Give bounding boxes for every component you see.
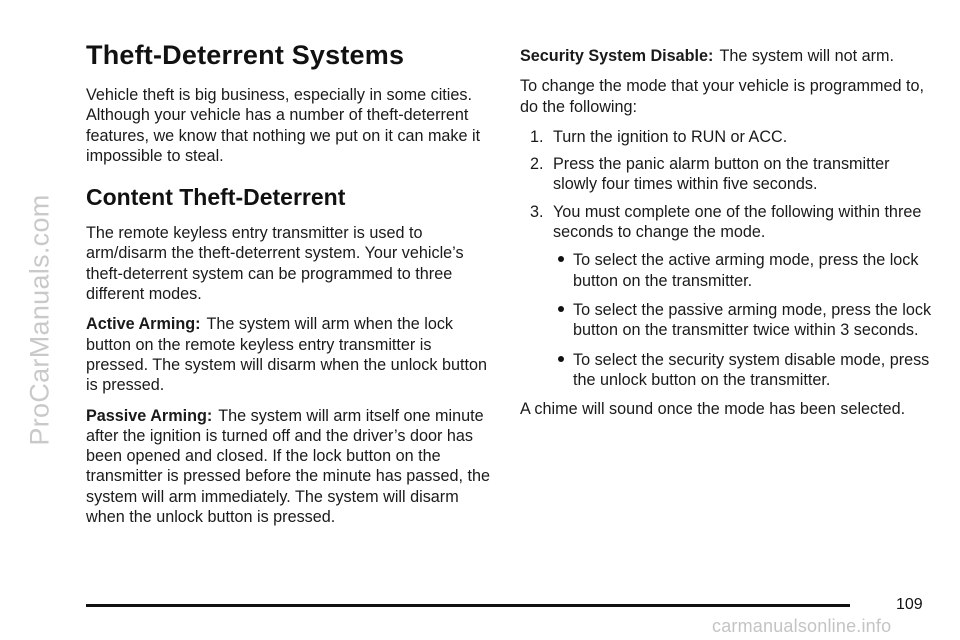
- active-arming-term: Active Arming:: [86, 315, 201, 334]
- disable-paragraph: [520, 46, 932, 66]
- step-number: 3.: [530, 202, 544, 221]
- closing-paragraph: A chime will sound once the mode has been selected.: [520, 400, 906, 419]
- intro-paragraph: Vehicle theft is big business, especially in some cities. Although your vehicle has a number of theft-deterrent features, we know that nothing we put on it can make it impossible to steal.: [86, 86, 481, 165]
- passive-arming-term: Passive Arming:: [86, 406, 213, 425]
- steps-list: [520, 127, 932, 390]
- bullet-item: [553, 250, 932, 291]
- content-intro-paragraph: The remote keyless entry transmitter is used to arm/disarm the theft-deterrent system. Your vehicle’s theft-deterrent system can be programmed to three different modes.: [86, 224, 464, 304]
- page-title: Theft-Deterrent Systems: [86, 40, 405, 70]
- step-item: [520, 154, 932, 195]
- bottom-watermark: carmanualsonline.info: [712, 616, 892, 636]
- bullet-icon: [558, 356, 564, 362]
- bullet-text: To select the passive arming mode, press the lock button on the transmitter twice within 3 seconds.: [573, 300, 932, 340]
- step-text: You must complete one of the following within three seconds to change the mode.: [553, 202, 922, 242]
- step-text: Turn the ignition to RUN or ACC.: [553, 127, 788, 146]
- step-item: [520, 127, 932, 147]
- bullet-text: To select the security system disable mode, press the unlock button on the transmitter.: [573, 350, 930, 389]
- step-number: 1.: [530, 127, 544, 146]
- passive-arming-text: The system will arm itself one minute after the ignition is turned off and the driver’s door has been opened and closed. If the lock button on the transmitter is pressed before the minute has passed, the system will arm immediately. The system will disarm when the unlock button is pressed.: [86, 406, 490, 527]
- disable-term: Security System Disable:: [520, 47, 714, 65]
- active-arming-paragraph: [86, 314, 498, 395]
- step-number: 2.: [530, 155, 544, 174]
- footer-rule: [86, 604, 850, 607]
- page-number: 109: [896, 596, 923, 613]
- change-intro-paragraph: To change the mode that your vehicle is programmed to, do the following:: [520, 77, 925, 116]
- left-column: [86, 40, 498, 537]
- active-arming-text: The system will arm when the lock button on the remote keyless entry transmitter is pressed. The system will disarm when the unlock button is pressed.: [86, 315, 487, 395]
- step-item: [520, 202, 932, 390]
- section-heading: Content Theft-Deterrent: [86, 184, 346, 211]
- bullet-item: [553, 300, 932, 341]
- bullet-text: To select the active arming mode, press the lock button on the transmitter.: [573, 251, 919, 290]
- disable-text: The system will not arm.: [719, 47, 894, 65]
- step-text: Press the panic alarm button on the transmitter slowly four times within five seconds.: [553, 155, 890, 194]
- mode-options-list: [553, 250, 932, 390]
- bullet-icon: [558, 306, 564, 312]
- bullet-icon: [558, 256, 564, 262]
- passive-arming-paragraph: [86, 406, 498, 528]
- right-column: [520, 46, 932, 429]
- side-watermark: ProCarManuals.com: [24, 194, 55, 446]
- bullet-item: [553, 350, 932, 391]
